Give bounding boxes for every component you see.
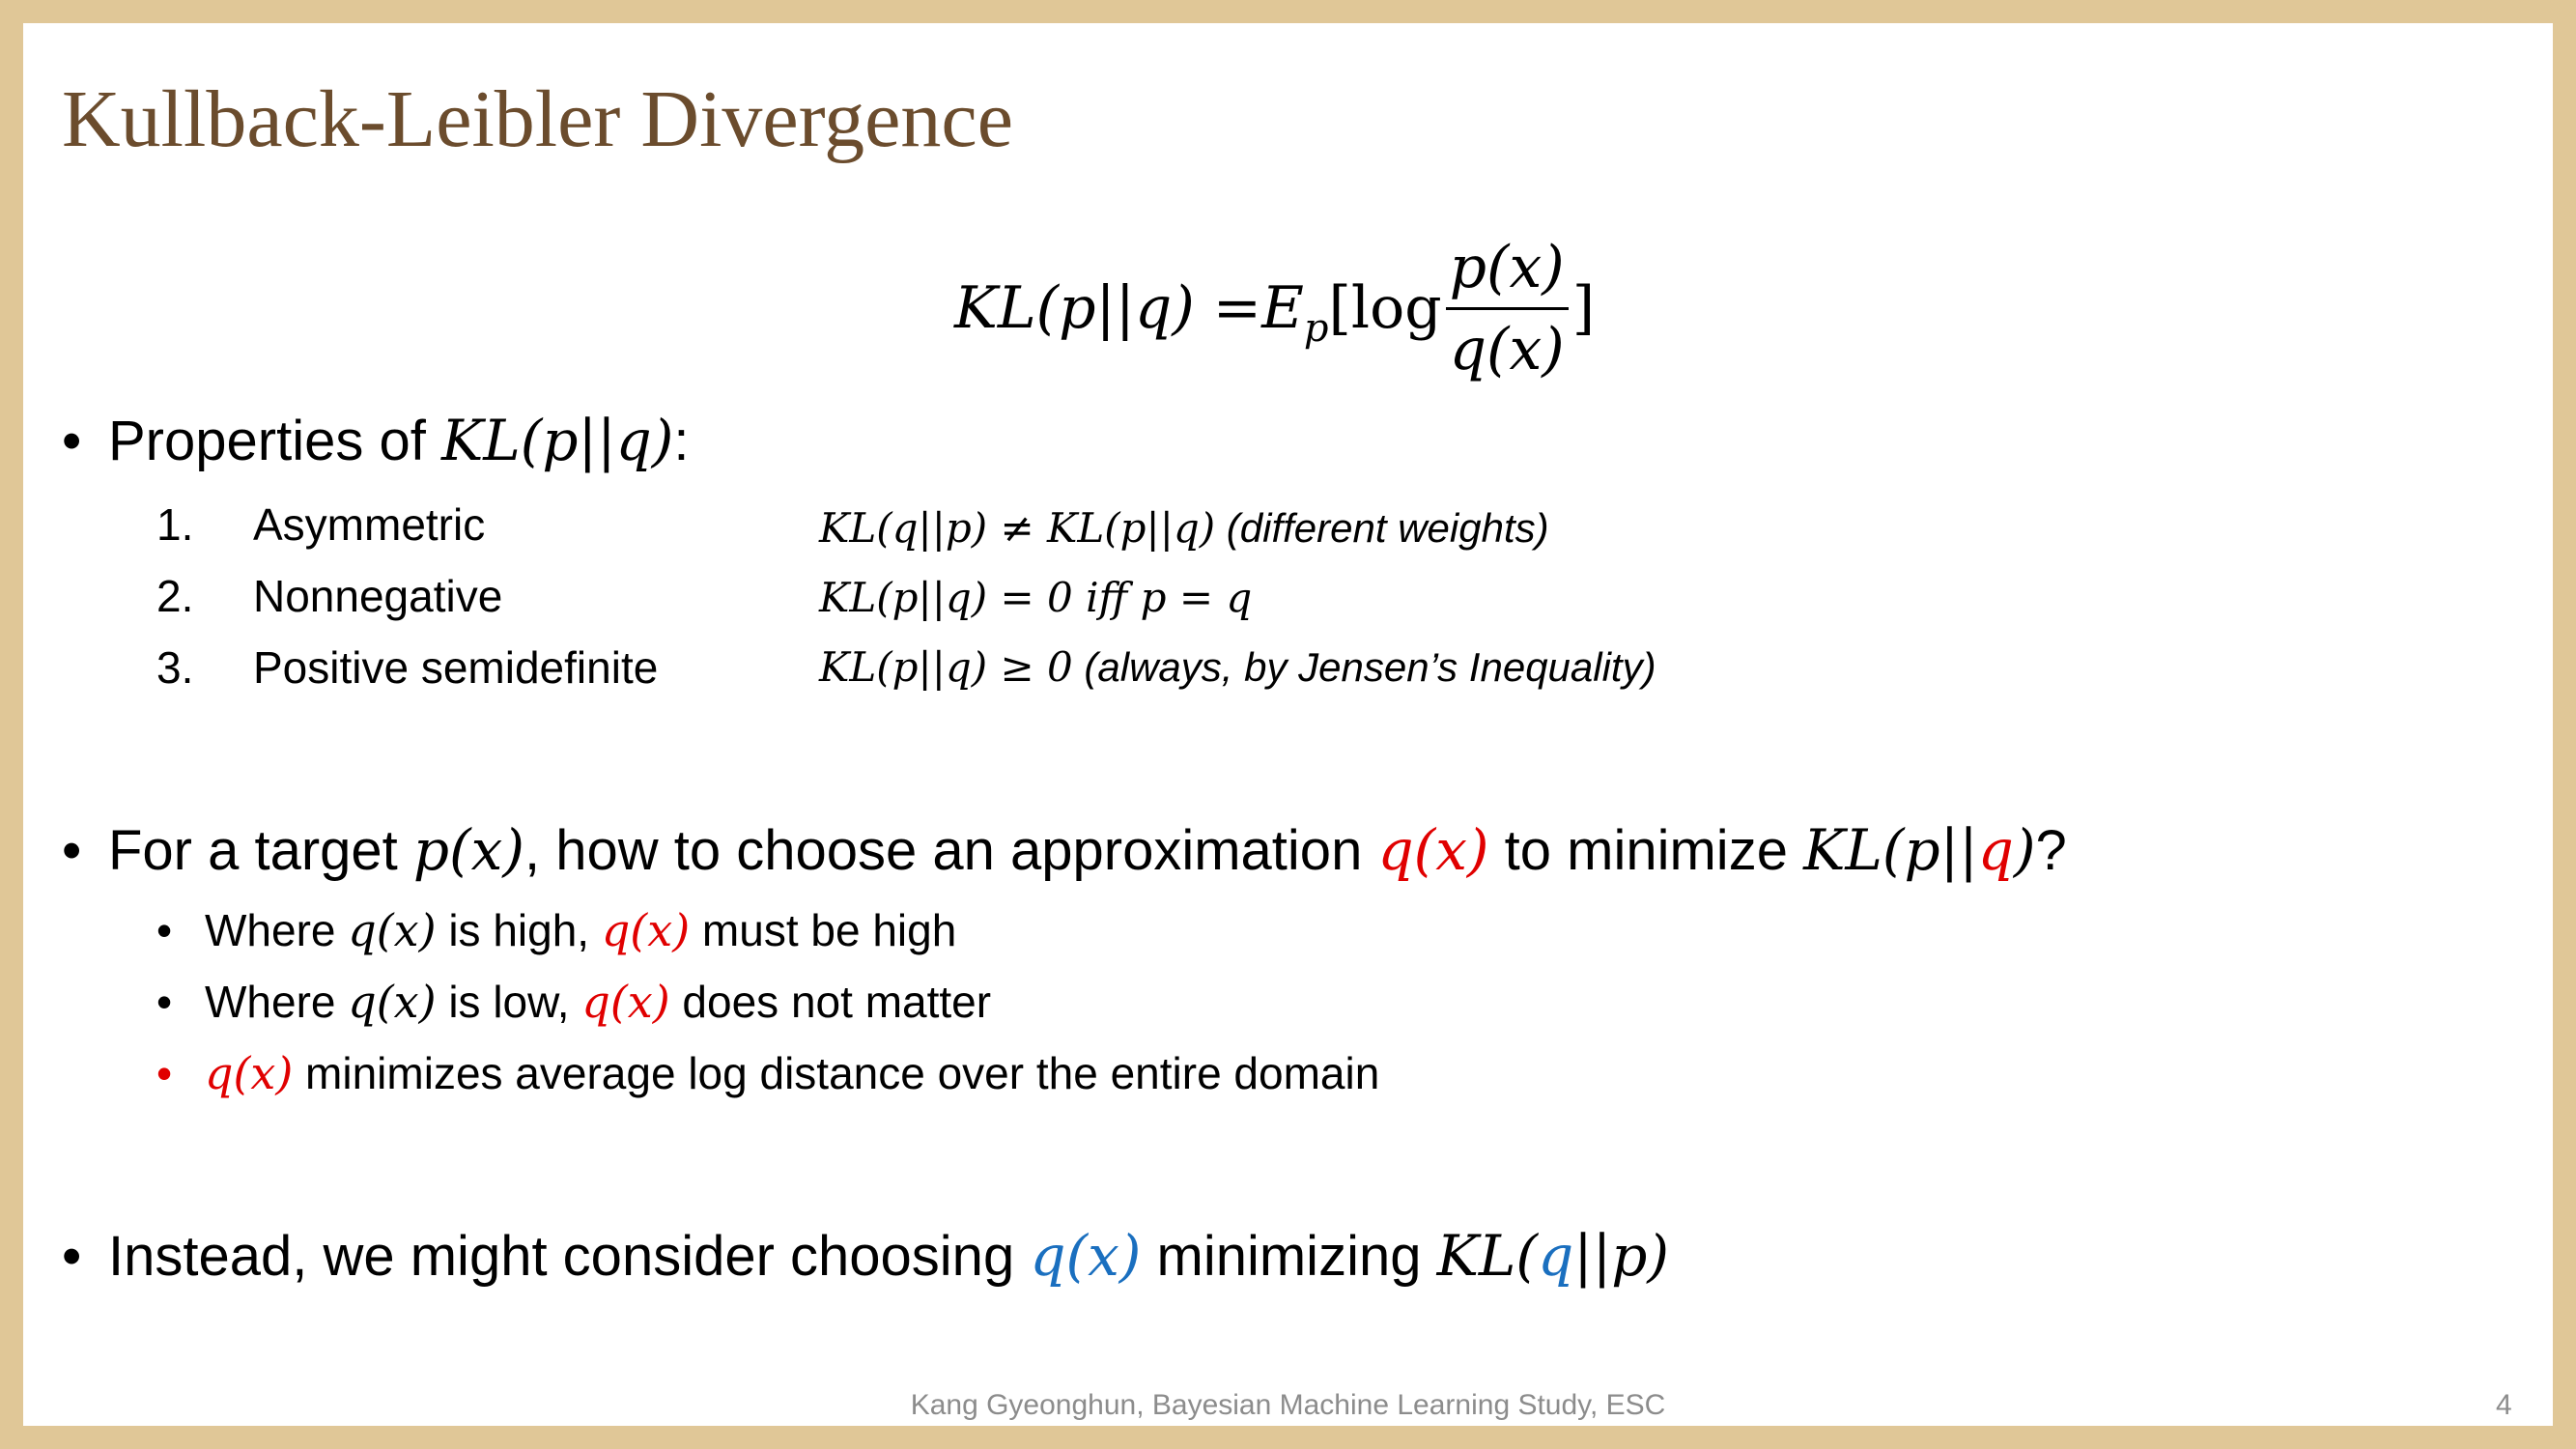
footer-text: Kang Gyeonghun, Bayesian Machine Learning Study, ESC <box>910 1389 1666 1421</box>
kl-definition-formula <box>954 226 1595 390</box>
property-equation: KL(p||q) = 0 iff p = q <box>819 574 1253 621</box>
formula-close: ] <box>1571 274 1596 342</box>
fraction-numerator: p(x) <box>1449 233 1565 301</box>
property-equation: KL(p||q) ≥ 0 (always, by Jensen’s Inequality) <box>819 643 1656 691</box>
property-name: Positive semidefinite <box>253 642 659 693</box>
fraction-denominator: q(x) <box>1449 315 1565 384</box>
property-equation: KL(q||p) ≠ KL(p||q) (different weights) <box>819 504 1549 552</box>
property-number: 1. <box>156 499 194 550</box>
property-number: 3. <box>156 642 194 693</box>
formula-expectation: $E_p$ <box>1261 274 1329 351</box>
formula-log-open: [log <box>1328 274 1442 342</box>
target-subpoint: • Where q(x) is high, q(x) must be high <box>156 904 957 956</box>
property-number: 2. <box>156 571 194 621</box>
slide-title: Kullback-Leibler Divergence <box>62 74 1013 164</box>
target-subpoint-highlight: • q(x) minimizes average log distance over the entire domain <box>156 1047 1380 1099</box>
bullet-icon: • <box>156 977 173 1027</box>
property-name: Nonnegative <box>253 571 503 621</box>
formula-lhs: KL(p||q) = <box>954 274 1262 342</box>
instead-statement: • Instead, we might consider choosing q(x) minimizing KL(q||p) <box>62 1223 1670 1289</box>
properties-heading: • Properties of KL(p||q): <box>62 408 690 473</box>
page-number: 4 <box>2496 1389 2512 1421</box>
bullet-icon: • <box>62 410 82 472</box>
formula-fraction <box>1446 234 1569 384</box>
bullet-icon: • <box>156 905 173 955</box>
bullet-icon: • <box>62 819 82 882</box>
target-subpoint: • Where q(x) is low, q(x) does not matter <box>156 976 992 1028</box>
expectation-subscript: p <box>1303 306 1329 351</box>
bullet-icon: • <box>156 1048 173 1098</box>
bullet-icon: • <box>62 1225 82 1288</box>
slide <box>23 23 2553 1426</box>
property-name: Asymmetric <box>253 499 486 550</box>
target-question: • For a target p(x), how to choose an approximation q(x) to minimize KL(p||q)? <box>62 817 2067 883</box>
